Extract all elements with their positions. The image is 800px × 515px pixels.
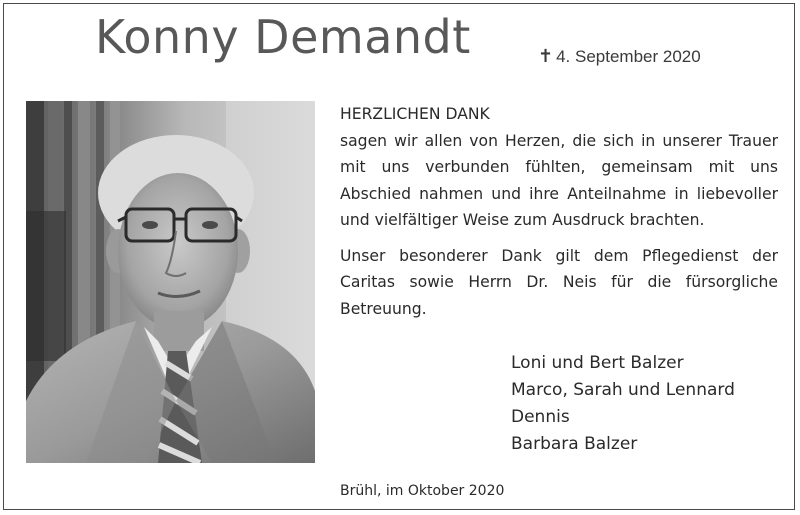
- death-date-line: [538, 46, 701, 67]
- portrait-photo: [26, 101, 315, 463]
- message-paragraph-2: Unser besonderer Dank gilt dem Pflegedienst der Caritas sowie Herrn Dr. Neis für die fürsorgliche Betreuung.: [340, 246, 778, 318]
- place-and-date: Brühl, im Oktober 2020: [340, 483, 505, 499]
- signature-line: Marco, Sarah und Lennard: [511, 380, 735, 400]
- signature-line: Loni und Bert Balzer: [511, 353, 684, 373]
- signature-line: Barbara Balzer: [511, 434, 638, 454]
- message-paragraph-1: sagen wir allen von Herzen, die sich in unserer Trauer mit uns verbunden fühlten, gemeinsam mit uns Abschied nahmen und ihre Anteilnahme in liebevoller und vielfältiger Weise zum Ausdruck brachten.: [340, 131, 778, 229]
- death-date: 4. September 2020: [556, 47, 701, 66]
- cross-icon: ✝: [538, 46, 554, 66]
- thank-you-message: [340, 101, 778, 322]
- portrait-illustration: [26, 101, 315, 463]
- signature-line: Dennis: [511, 407, 570, 427]
- deceased-name: Konny Demandt: [95, 10, 471, 64]
- message-heading: HERZLICHEN DANK: [340, 105, 490, 123]
- signatures-list: [511, 350, 735, 458]
